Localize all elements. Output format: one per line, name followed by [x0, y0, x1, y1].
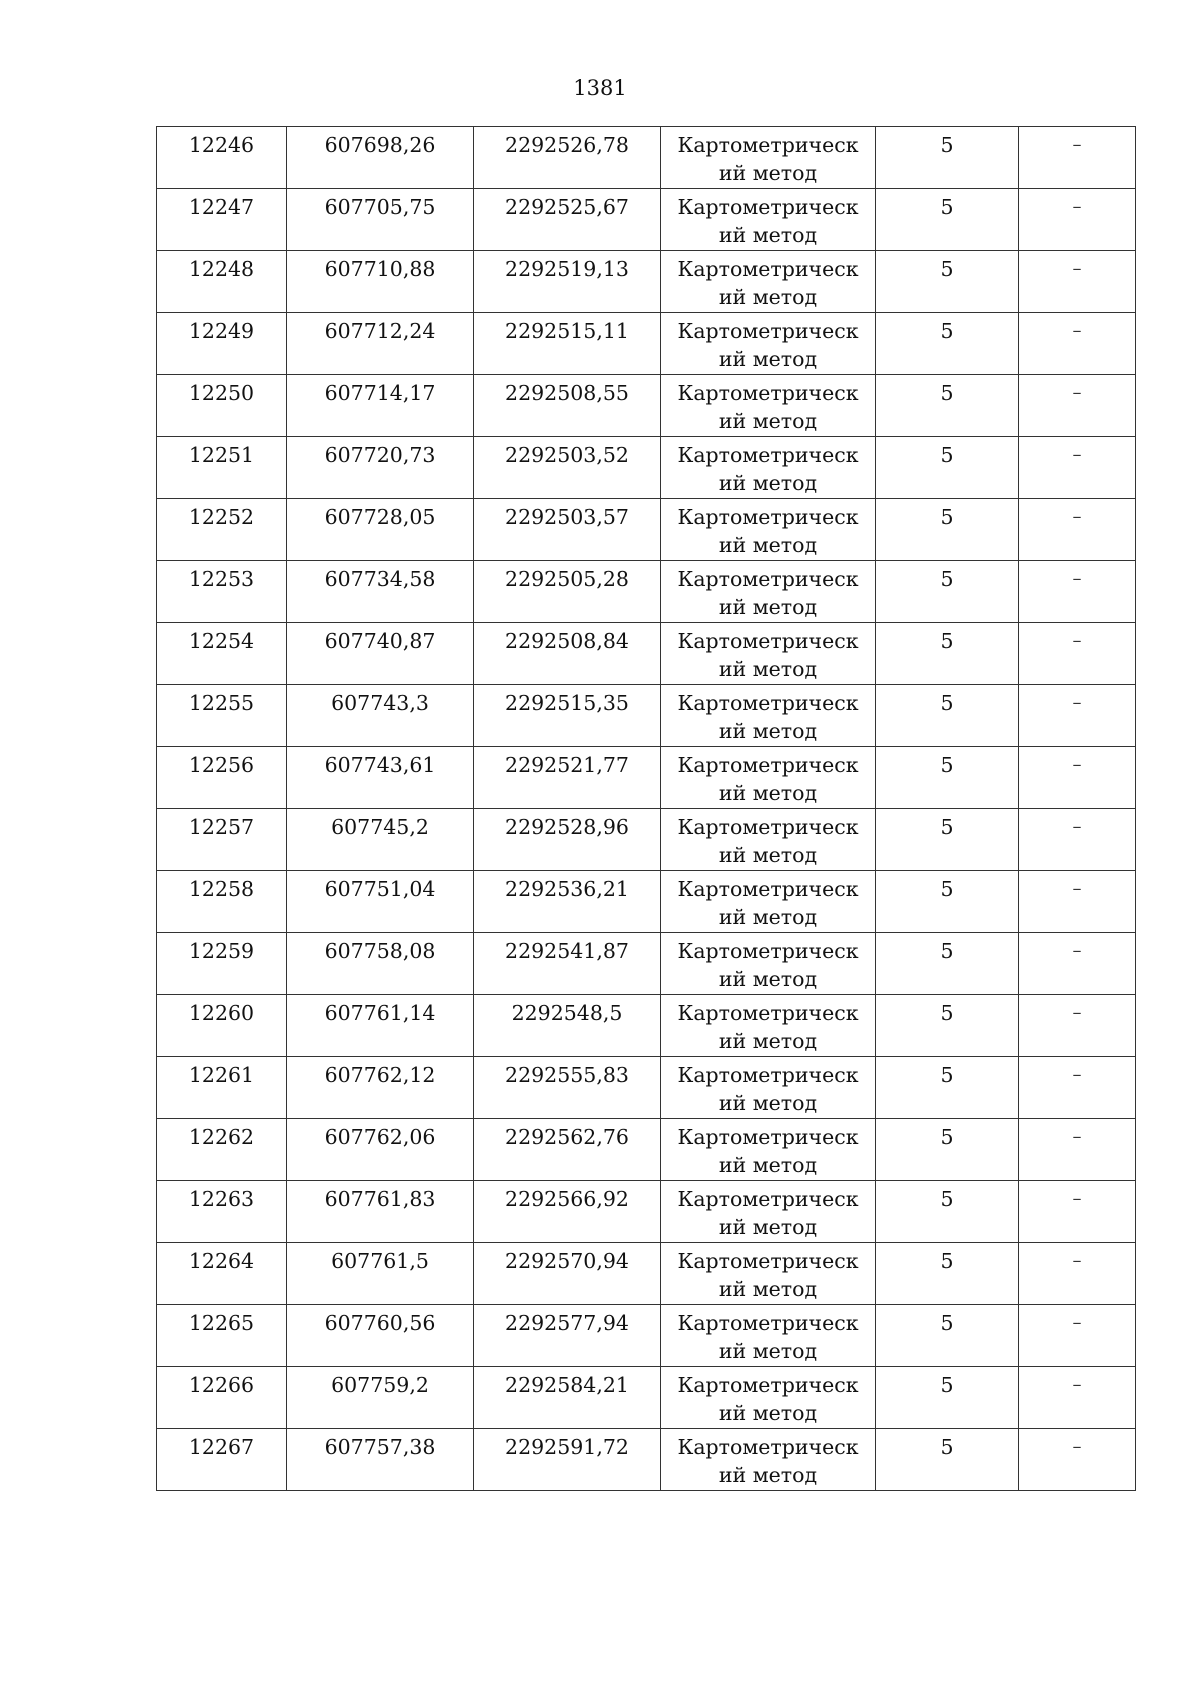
note-cell: –	[1019, 685, 1136, 747]
table-row	[157, 871, 1136, 933]
note-cell: –	[1019, 623, 1136, 685]
point-number-cell: 12261	[157, 1057, 287, 1119]
note-cell: –	[1019, 313, 1136, 375]
table-row	[157, 561, 1136, 623]
accuracy-cell: 5	[876, 871, 1019, 933]
y-coordinate-cell: 2292503,57	[474, 499, 661, 561]
point-number-cell: 12258	[157, 871, 287, 933]
accuracy-cell: 5	[876, 809, 1019, 871]
table-row	[157, 499, 1136, 561]
point-number-cell: 12255	[157, 685, 287, 747]
table-row	[157, 437, 1136, 499]
table-row	[157, 995, 1136, 1057]
y-coordinate-cell: 2292584,21	[474, 1367, 661, 1429]
method-cell: Картометрический метод	[661, 1367, 876, 1429]
accuracy-cell: 5	[876, 747, 1019, 809]
y-coordinate-cell: 2292503,52	[474, 437, 661, 499]
accuracy-cell: 5	[876, 561, 1019, 623]
table-row	[157, 1367, 1136, 1429]
note-cell: –	[1019, 251, 1136, 313]
accuracy-cell: 5	[876, 313, 1019, 375]
note-cell: –	[1019, 189, 1136, 251]
y-coordinate-cell: 2292521,77	[474, 747, 661, 809]
y-coordinate-cell: 2292528,96	[474, 809, 661, 871]
table-row	[157, 1057, 1136, 1119]
y-coordinate-cell: 2292591,72	[474, 1429, 661, 1491]
method-cell: Картометрический метод	[661, 623, 876, 685]
accuracy-cell: 5	[876, 1119, 1019, 1181]
table-row	[157, 685, 1136, 747]
accuracy-cell: 5	[876, 1181, 1019, 1243]
table-row	[157, 1119, 1136, 1181]
x-coordinate-cell: 607698,26	[287, 127, 474, 189]
point-number-cell: 12247	[157, 189, 287, 251]
x-coordinate-cell: 607761,83	[287, 1181, 474, 1243]
table-row	[157, 933, 1136, 995]
method-cell: Картометрический метод	[661, 1181, 876, 1243]
method-cell: Картометрический метод	[661, 1119, 876, 1181]
point-number-cell: 12265	[157, 1305, 287, 1367]
point-number-cell: 12250	[157, 375, 287, 437]
point-number-cell: 12260	[157, 995, 287, 1057]
table-row	[157, 1243, 1136, 1305]
y-coordinate-cell: 2292570,94	[474, 1243, 661, 1305]
method-cell: Картометрический метод	[661, 1305, 876, 1367]
point-number-cell: 12264	[157, 1243, 287, 1305]
x-coordinate-cell: 607761,14	[287, 995, 474, 1057]
method-cell: Картометрический метод	[661, 933, 876, 995]
x-coordinate-cell: 607714,17	[287, 375, 474, 437]
table-row	[157, 623, 1136, 685]
accuracy-cell: 5	[876, 1057, 1019, 1119]
y-coordinate-cell: 2292526,78	[474, 127, 661, 189]
note-cell: –	[1019, 747, 1136, 809]
note-cell: –	[1019, 561, 1136, 623]
note-cell: –	[1019, 995, 1136, 1057]
note-cell: –	[1019, 1305, 1136, 1367]
accuracy-cell: 5	[876, 437, 1019, 499]
accuracy-cell: 5	[876, 375, 1019, 437]
accuracy-cell: 5	[876, 685, 1019, 747]
method-cell: Картометрический метод	[661, 747, 876, 809]
x-coordinate-cell: 607760,56	[287, 1305, 474, 1367]
table-row	[157, 1305, 1136, 1367]
method-cell: Картометрический метод	[661, 437, 876, 499]
y-coordinate-cell: 2292519,13	[474, 251, 661, 313]
note-cell: –	[1019, 1367, 1136, 1429]
note-cell: –	[1019, 127, 1136, 189]
table-row	[157, 1181, 1136, 1243]
point-number-cell: 12251	[157, 437, 287, 499]
x-coordinate-cell: 607758,08	[287, 933, 474, 995]
x-coordinate-cell: 607759,2	[287, 1367, 474, 1429]
x-coordinate-cell: 607745,2	[287, 809, 474, 871]
method-cell: Картометрический метод	[661, 375, 876, 437]
note-cell: –	[1019, 1243, 1136, 1305]
x-coordinate-cell: 607712,24	[287, 313, 474, 375]
point-number-cell: 12246	[157, 127, 287, 189]
table-row	[157, 189, 1136, 251]
method-cell: Картометрический метод	[661, 871, 876, 933]
x-coordinate-cell: 607710,88	[287, 251, 474, 313]
point-number-cell: 12252	[157, 499, 287, 561]
method-cell: Картометрический метод	[661, 251, 876, 313]
y-coordinate-cell: 2292541,87	[474, 933, 661, 995]
y-coordinate-cell: 2292555,83	[474, 1057, 661, 1119]
x-coordinate-cell: 607761,5	[287, 1243, 474, 1305]
y-coordinate-cell: 2292566,92	[474, 1181, 661, 1243]
accuracy-cell: 5	[876, 1429, 1019, 1491]
accuracy-cell: 5	[876, 933, 1019, 995]
accuracy-cell: 5	[876, 251, 1019, 313]
table-row	[157, 313, 1136, 375]
method-cell: Картометрический метод	[661, 499, 876, 561]
method-cell: Картометрический метод	[661, 189, 876, 251]
x-coordinate-cell: 607728,05	[287, 499, 474, 561]
point-number-cell: 12248	[157, 251, 287, 313]
table-row	[157, 127, 1136, 189]
note-cell: –	[1019, 437, 1136, 499]
x-coordinate-cell: 607705,75	[287, 189, 474, 251]
method-cell: Картометрический метод	[661, 1057, 876, 1119]
accuracy-cell: 5	[876, 1367, 1019, 1429]
note-cell: –	[1019, 1057, 1136, 1119]
point-number-cell: 12267	[157, 1429, 287, 1491]
y-coordinate-cell: 2292515,11	[474, 313, 661, 375]
point-number-cell: 12253	[157, 561, 287, 623]
note-cell: –	[1019, 933, 1136, 995]
method-cell: Картометрический метод	[661, 313, 876, 375]
method-cell: Картометрический метод	[661, 127, 876, 189]
table-row	[157, 809, 1136, 871]
y-coordinate-cell: 2292577,94	[474, 1305, 661, 1367]
point-number-cell: 12256	[157, 747, 287, 809]
method-cell: Картометрический метод	[661, 1243, 876, 1305]
coordinates-table	[156, 126, 1136, 1491]
note-cell: –	[1019, 1181, 1136, 1243]
x-coordinate-cell: 607734,58	[287, 561, 474, 623]
page-number: 1381	[573, 76, 627, 100]
note-cell: –	[1019, 809, 1136, 871]
accuracy-cell: 5	[876, 127, 1019, 189]
accuracy-cell: 5	[876, 499, 1019, 561]
y-coordinate-cell: 2292505,28	[474, 561, 661, 623]
accuracy-cell: 5	[876, 995, 1019, 1057]
table-row	[157, 251, 1136, 313]
x-coordinate-cell: 607743,3	[287, 685, 474, 747]
method-cell: Картометрический метод	[661, 685, 876, 747]
point-number-cell: 12263	[157, 1181, 287, 1243]
x-coordinate-cell: 607762,06	[287, 1119, 474, 1181]
method-cell: Картометрический метод	[661, 1429, 876, 1491]
accuracy-cell: 5	[876, 189, 1019, 251]
y-coordinate-cell: 2292525,67	[474, 189, 661, 251]
table-row	[157, 375, 1136, 437]
method-cell: Картометрический метод	[661, 809, 876, 871]
point-number-cell: 12249	[157, 313, 287, 375]
y-coordinate-cell: 2292548,5	[474, 995, 661, 1057]
x-coordinate-cell: 607740,87	[287, 623, 474, 685]
coordinates-table-body	[157, 127, 1136, 1491]
note-cell: –	[1019, 871, 1136, 933]
point-number-cell: 12262	[157, 1119, 287, 1181]
table-row	[157, 747, 1136, 809]
x-coordinate-cell: 607751,04	[287, 871, 474, 933]
method-cell: Картометрический метод	[661, 561, 876, 623]
point-number-cell: 12254	[157, 623, 287, 685]
table-row	[157, 1429, 1136, 1491]
x-coordinate-cell: 607743,61	[287, 747, 474, 809]
point-number-cell: 12266	[157, 1367, 287, 1429]
method-cell: Картометрический метод	[661, 995, 876, 1057]
y-coordinate-cell: 2292508,84	[474, 623, 661, 685]
x-coordinate-cell: 607757,38	[287, 1429, 474, 1491]
accuracy-cell: 5	[876, 1243, 1019, 1305]
point-number-cell: 12259	[157, 933, 287, 995]
x-coordinate-cell: 607720,73	[287, 437, 474, 499]
note-cell: –	[1019, 1429, 1136, 1491]
accuracy-cell: 5	[876, 1305, 1019, 1367]
accuracy-cell: 5	[876, 623, 1019, 685]
y-coordinate-cell: 2292562,76	[474, 1119, 661, 1181]
y-coordinate-cell: 2292508,55	[474, 375, 661, 437]
y-coordinate-cell: 2292515,35	[474, 685, 661, 747]
note-cell: –	[1019, 499, 1136, 561]
point-number-cell: 12257	[157, 809, 287, 871]
x-coordinate-cell: 607762,12	[287, 1057, 474, 1119]
y-coordinate-cell: 2292536,21	[474, 871, 661, 933]
note-cell: –	[1019, 375, 1136, 437]
note-cell: –	[1019, 1119, 1136, 1181]
